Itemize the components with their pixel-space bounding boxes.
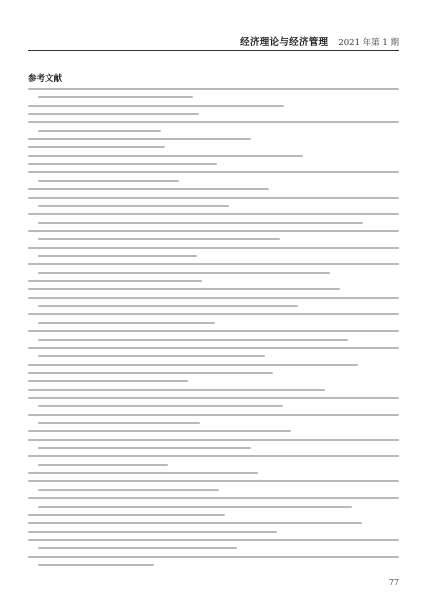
reference-entry xyxy=(28,522,362,524)
reference-entry xyxy=(28,556,399,558)
reference-entry xyxy=(28,197,399,199)
reference-entry-continued xyxy=(38,564,154,566)
reference-entry-continued xyxy=(38,180,179,182)
reference-entry xyxy=(28,121,399,123)
reference-entry xyxy=(28,472,258,474)
page-number: 77 xyxy=(388,578,399,587)
reference-entry xyxy=(28,288,340,290)
reference-entry xyxy=(28,113,199,115)
reference-entry-continued xyxy=(38,506,352,508)
reference-entry xyxy=(28,380,188,382)
reference-entry-continued xyxy=(38,305,298,307)
reference-entry-continued xyxy=(38,238,280,240)
journal-name: 经济理论与经济管理 xyxy=(240,37,329,48)
reference-entry xyxy=(28,364,358,366)
reference-entry xyxy=(28,497,399,499)
reference-entry-continued xyxy=(38,464,168,466)
reference-entry xyxy=(28,297,399,299)
reference-entry-continued xyxy=(38,130,161,132)
reference-entry xyxy=(28,347,399,349)
reference-entry xyxy=(28,263,399,265)
reference-entry-continued xyxy=(38,339,348,341)
reference-entry xyxy=(28,372,273,374)
reference-entry xyxy=(28,230,399,232)
reference-entry-continued xyxy=(38,322,215,324)
reference-entry-continued xyxy=(38,447,251,449)
reference-entry xyxy=(28,455,399,457)
reference-entry-continued xyxy=(38,96,193,98)
reference-entry xyxy=(28,531,277,533)
reference-entry-continued xyxy=(38,489,219,491)
reference-entry-continued xyxy=(38,405,283,407)
reference-entry-continued xyxy=(38,222,363,224)
reference-entry-continued xyxy=(38,547,237,549)
reference-entry xyxy=(28,539,399,541)
reference-entry xyxy=(28,171,399,173)
reference-entry-continued xyxy=(38,422,200,424)
reference-entry xyxy=(28,88,399,90)
reference-entry xyxy=(28,480,399,482)
reference-entry xyxy=(28,155,303,157)
reference-entry-continued xyxy=(38,255,197,257)
reference-entry xyxy=(28,514,225,516)
reference-entry xyxy=(28,439,399,441)
reference-entry xyxy=(28,163,217,165)
reference-entry xyxy=(28,280,202,282)
reference-entry xyxy=(28,313,399,315)
reference-entry xyxy=(28,213,399,215)
reference-entry-continued xyxy=(38,355,265,357)
reference-entry xyxy=(28,414,399,416)
reference-entry xyxy=(28,330,399,332)
reference-entry-continued xyxy=(38,205,229,207)
reference-entry xyxy=(28,247,399,249)
reference-entry xyxy=(28,389,325,391)
reference-entry xyxy=(28,138,251,140)
reference-entry-continued xyxy=(38,272,330,274)
reference-entry xyxy=(28,397,399,399)
reference-entry xyxy=(28,146,165,148)
reference-entry xyxy=(28,105,284,107)
references-heading: 参考文献 xyxy=(28,74,63,84)
issue-label: 2021 年第 1 期 xyxy=(338,38,399,48)
reference-entry xyxy=(28,430,291,432)
reference-entry xyxy=(28,188,269,190)
